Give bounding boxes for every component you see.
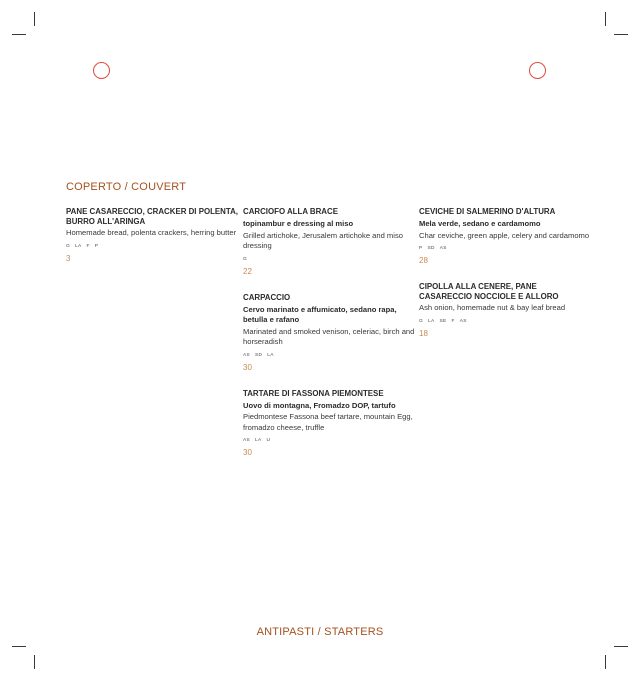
allergen-codes bbox=[243, 437, 415, 445]
crop-mark bbox=[605, 655, 606, 669]
antipasti-column-1 bbox=[243, 207, 415, 474]
dish-subtitle: Mela verde, sedano e cardamomo bbox=[419, 219, 541, 228]
dish-subtitle: topinambur e dressing al miso bbox=[243, 219, 354, 228]
allergen-code: LA bbox=[267, 352, 274, 358]
allergen-codes bbox=[66, 243, 238, 251]
crop-mark bbox=[34, 12, 35, 26]
allergen-code: G bbox=[243, 256, 248, 262]
dish-description: Homemade bread, polenta crackers, herring butter bbox=[66, 228, 237, 237]
dish-description: Char ceviche, green apple, celery and cardamomo bbox=[419, 230, 590, 240]
allergen-code: AS bbox=[243, 352, 250, 358]
allergen-codes bbox=[419, 318, 591, 326]
dish-description: Marinated and smoked venison, celeriac, birch and horseradish bbox=[243, 326, 415, 346]
allergen-code: AS bbox=[243, 438, 250, 443]
allergen-code: SE bbox=[439, 318, 447, 324]
dish-name: PANE CASARECCIO, CRACKER DI POLENTA, BURRO ALL'ARINGA bbox=[66, 207, 238, 226]
dish-price: 3 bbox=[66, 253, 71, 263]
dish-description: Grilled artichoke, Jerusalem artichoke and miso dressing bbox=[243, 230, 403, 250]
menu-item bbox=[243, 293, 415, 373]
allergen-code: SD bbox=[255, 352, 263, 358]
dish-subtitle: Uovo di montagna, Fromadzo DOP, tartufo bbox=[243, 400, 396, 410]
menu-item bbox=[243, 207, 415, 277]
crop-mark bbox=[614, 34, 628, 35]
dish-name: CIPOLLA ALLA CENERE, PANE CASARECCIO NOCCIOLE E ALLORO bbox=[419, 282, 559, 301]
allergen-code: AS bbox=[439, 246, 447, 251]
dish-subtitle: Cervo marinato e affumicato, sedano rapa, betulla e rafano bbox=[243, 304, 397, 324]
menu-item bbox=[66, 207, 238, 264]
crop-mark bbox=[605, 12, 606, 26]
allergen-code: LA bbox=[255, 438, 262, 443]
allergen-code: LA bbox=[75, 243, 82, 249]
allergen-code: SD bbox=[427, 246, 435, 251]
section-title-antipasti: ANTIPASTI / STARTERS bbox=[256, 626, 384, 638]
dish-name: CARPACCIO bbox=[243, 292, 291, 302]
crop-mark bbox=[12, 646, 26, 647]
dish-price: 30 bbox=[243, 448, 252, 457]
dish-price: 22 bbox=[243, 266, 252, 276]
allergen-codes bbox=[419, 245, 591, 253]
coperto-column bbox=[66, 207, 238, 280]
dish-name: CARCIOFO ALLA BRACE bbox=[243, 207, 338, 216]
menu-item bbox=[243, 389, 415, 459]
registration-mark-icon bbox=[93, 62, 110, 79]
crop-mark bbox=[12, 34, 26, 35]
registration-mark-icon bbox=[529, 62, 546, 79]
allergen-code: LA bbox=[428, 318, 435, 324]
dish-price: 28 bbox=[419, 256, 428, 265]
menu-item bbox=[419, 207, 591, 266]
dish-description: Piedmontese Fassona beef tartare, mountain Egg, fromadzo cheese, truffle bbox=[243, 412, 413, 432]
allergen-code: G bbox=[419, 318, 424, 324]
section-title-coperto: COPERTO / COUVERT bbox=[66, 181, 187, 193]
dish-price: 18 bbox=[419, 328, 428, 338]
allergen-codes bbox=[243, 256, 415, 264]
allergen-code: P bbox=[419, 246, 423, 251]
dish-description: Ash onion, homemade nut & bay leaf bread bbox=[419, 303, 566, 312]
menu-item bbox=[419, 282, 591, 339]
dish-name: CEVICHE DI SALMERINO D'ALTURA bbox=[419, 207, 556, 216]
antipasti-column-2 bbox=[419, 207, 591, 355]
allergen-code: G bbox=[66, 243, 71, 249]
allergen-code: P bbox=[94, 243, 99, 249]
crop-mark bbox=[614, 646, 628, 647]
allergen-code: F bbox=[451, 318, 455, 324]
crop-mark bbox=[34, 655, 35, 669]
dish-name: TARTARE DI FASSONA PIEMONTESE bbox=[243, 388, 384, 398]
allergen-code: U bbox=[266, 438, 271, 443]
allergen-code: F bbox=[86, 243, 90, 249]
allergen-code: AS bbox=[459, 318, 467, 324]
dish-price: 30 bbox=[243, 362, 252, 372]
allergen-codes bbox=[243, 352, 415, 360]
